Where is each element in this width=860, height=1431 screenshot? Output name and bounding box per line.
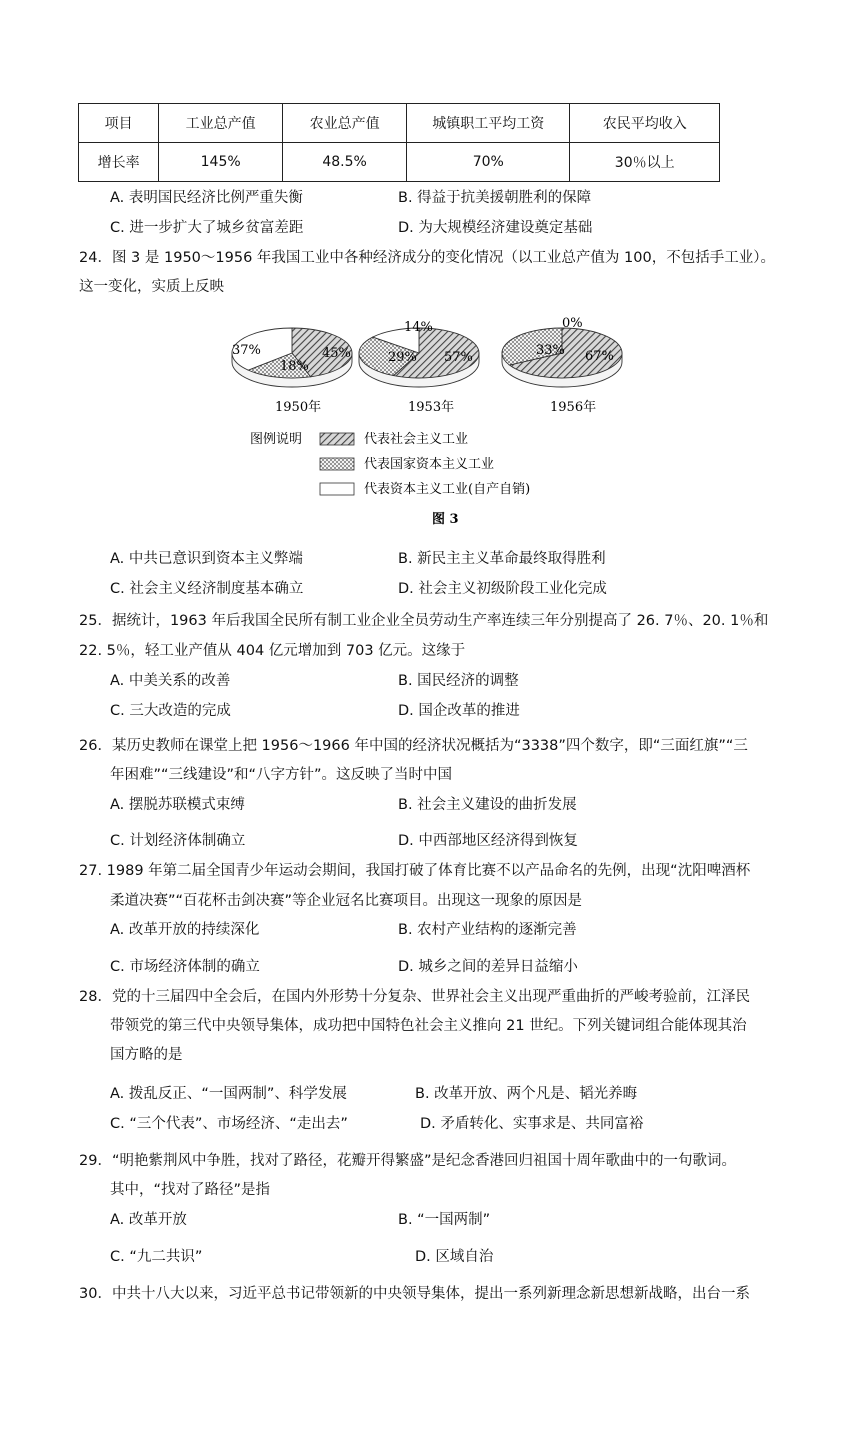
q28-stem-line1: 28．党的十三届四中全会后，在国内外形势十分复杂、世界社会主义出现严重曲折的严峻考验前，江泽民 — [79, 989, 750, 1005]
pie-1956-label-capitalist: 0% — [562, 316, 583, 331]
q28-option-c[interactable]: C. “三个代表”、市场经济、“走出去” — [110, 1116, 348, 1132]
pie-1953-label-capitalist: 14% — [404, 320, 433, 335]
table-cell: 农民平均收入 — [570, 104, 720, 143]
table-cell: 145% — [159, 143, 283, 182]
q24-option-b[interactable]: B. 新民主主义革命最终取得胜利 — [398, 551, 606, 567]
q29-stem-line1: 29．“明艳紫荆风中争胜，找对了路径，花瓣开得繁盛”是纪念香港回归祖国十周年歌曲中的一句歌词。 — [79, 1153, 736, 1169]
q26-option-c[interactable]: C. 计划经济体制确立 — [110, 833, 246, 849]
table-cell: 48.5% — [283, 143, 407, 182]
pie-1950-label-socialist: 45% — [322, 346, 351, 361]
table-header-row — [79, 104, 720, 143]
q25-stem-line1: 25．据统计，1963 年后我国全民所有制工业企业全员劳动生产率连续三年分别提高了 26. 7％、20. 1％和 — [79, 613, 769, 629]
legend-swatch-socialist — [320, 433, 354, 445]
pie-1956-label-state: 33% — [536, 343, 565, 358]
q25-option-a[interactable]: A. 中美关系的改善 — [110, 673, 231, 689]
q23-option-a[interactable]: A. 表明国民经济比例严重失衡 — [110, 190, 303, 206]
q28-stem-line2: 带领党的第三代中央领导集体，成功把中国特色社会主义推向 21 世纪。下列关键词组合能体现其治 — [110, 1018, 747, 1034]
q28-option-a[interactable]: A. 拨乱反正、“一国两制”、科学发展 — [110, 1086, 347, 1102]
q25-option-d[interactable]: D. 国企改革的推进 — [398, 703, 520, 719]
pie-1950-label-capitalist: 37% — [232, 343, 261, 358]
q28-option-d[interactable]: D. 矛盾转化、实事求是、共同富裕 — [420, 1116, 644, 1132]
q26-stem-line1: 26．某历史教师在课堂上把 1956～1966 年中国的经济状况概括为“3338”四个数字，即“三面红旗”“三 — [79, 738, 748, 754]
q24-option-c[interactable]: C. 社会主义经济制度基本确立 — [110, 581, 304, 597]
q24-stem-line2: 这一变化，实质上反映 — [79, 279, 224, 295]
q23-option-d[interactable]: D. 为大规模经济建设奠定基础 — [398, 220, 593, 236]
table-cell: 项目 — [79, 104, 159, 143]
q23-option-b[interactable]: B. 得益于抗美援朝胜利的保障 — [398, 190, 592, 206]
table-row — [79, 143, 720, 182]
q26-option-d[interactable]: D. 中西部地区经济得到恢复 — [398, 833, 578, 849]
table-cell: 工业总产值 — [159, 104, 283, 143]
table-cell: 农业总产值 — [283, 104, 407, 143]
legend-label-state: 代表国家资本主义工业 — [364, 457, 495, 472]
pie-1953-year: 1953年 — [408, 400, 455, 415]
q29-option-c[interactable]: C. “九二共识” — [110, 1249, 203, 1265]
q25-stem-line2: 22. 5％，轻工业产值从 404 亿元增加到 703 亿元。这缘于 — [79, 643, 466, 659]
legend-label-capitalist: 代表资本主义工业(自产自销) — [364, 482, 531, 497]
pie-1956-label-socialist: 67% — [585, 349, 614, 364]
q27-option-a[interactable]: A. 改革开放的持续深化 — [110, 922, 260, 938]
q28-stem-line3: 国方略的是 — [110, 1047, 183, 1063]
table-cell: 30％以上 — [570, 143, 720, 182]
legend-title: 图例说明 — [250, 432, 303, 447]
q25-option-c[interactable]: C. 三大改造的完成 — [110, 703, 231, 719]
q28-option-b[interactable]: B. 改革开放、两个凡是、韬光养晦 — [415, 1086, 638, 1102]
legend-swatch-state — [320, 458, 354, 470]
q27-option-b[interactable]: B. 农村产业结构的逐渐完善 — [398, 922, 577, 938]
q26-option-a[interactable]: A. 摆脱苏联模式束缚 — [110, 797, 245, 813]
q27-stem-line2: 柔道决赛”“百花杯击剑决赛”等企业冠名比赛项目。出现这一现象的原因是 — [110, 893, 583, 909]
pie-chart-figure — [230, 315, 650, 530]
pie-1953-label-state: 29% — [388, 350, 417, 365]
q27-option-c[interactable]: C. 市场经济体制的确立 — [110, 959, 260, 975]
table-cell: 城镇职工平均工资 — [407, 104, 570, 143]
figure-caption: 图 3 — [432, 512, 459, 527]
q29-option-a[interactable]: A. 改革开放 — [110, 1212, 187, 1228]
q26-option-b[interactable]: B. 社会主义建设的曲折发展 — [398, 797, 577, 813]
q26-stem-line2: 年困难”“三线建设”和“八字方针”。这反映了当时中国 — [110, 767, 453, 783]
q27-option-d[interactable]: D. 城乡之间的差异日益缩小 — [398, 959, 578, 975]
q25-option-b[interactable]: B. 国民经济的调整 — [398, 673, 519, 689]
q30-stem-line1: 30．中共十八大以来，习近平总书记带领新的中央领导集体，提出一系列新理念新思想新战略，出台一系 — [79, 1286, 750, 1302]
table-cell: 70% — [407, 143, 570, 182]
legend-swatch-capitalist — [320, 483, 354, 495]
q29-stem-line2: 其中，“找对了路径”是指 — [110, 1182, 271, 1198]
pie-1950-label-state: 18% — [280, 359, 309, 374]
q24-option-a[interactable]: A. 中共已意识到资本主义弊端 — [110, 551, 303, 567]
pie-1950-year: 1950年 — [275, 400, 322, 415]
legend-label-socialist: 代表社会主义工业 — [364, 432, 469, 447]
q27-stem-line1: 27. 1989 年第二届全国青少年运动会期间，我国打破了体育比赛不以产品命名的先例，出现“沈阳啤酒杯 — [79, 863, 751, 879]
q29-option-d[interactable]: D. 区域自治 — [415, 1249, 494, 1265]
pie-1956-year: 1956年 — [550, 400, 597, 415]
q24-option-d[interactable]: D. 社会主义初级阶段工业化完成 — [398, 581, 607, 597]
table-cell: 增长率 — [79, 143, 159, 182]
q29-option-b[interactable]: B. “一国两制” — [398, 1212, 491, 1228]
growth-table — [78, 103, 720, 182]
q23-option-c[interactable]: C. 进一步扩大了城乡贫富差距 — [110, 220, 304, 236]
pie-1953-label-socialist: 57% — [444, 350, 473, 365]
q24-stem-line1: 24．图 3 是 1950～1956 年我国工业中各种经济成分的变化情况（以工业总产值为 100，不包括手工业）。 — [79, 250, 775, 266]
